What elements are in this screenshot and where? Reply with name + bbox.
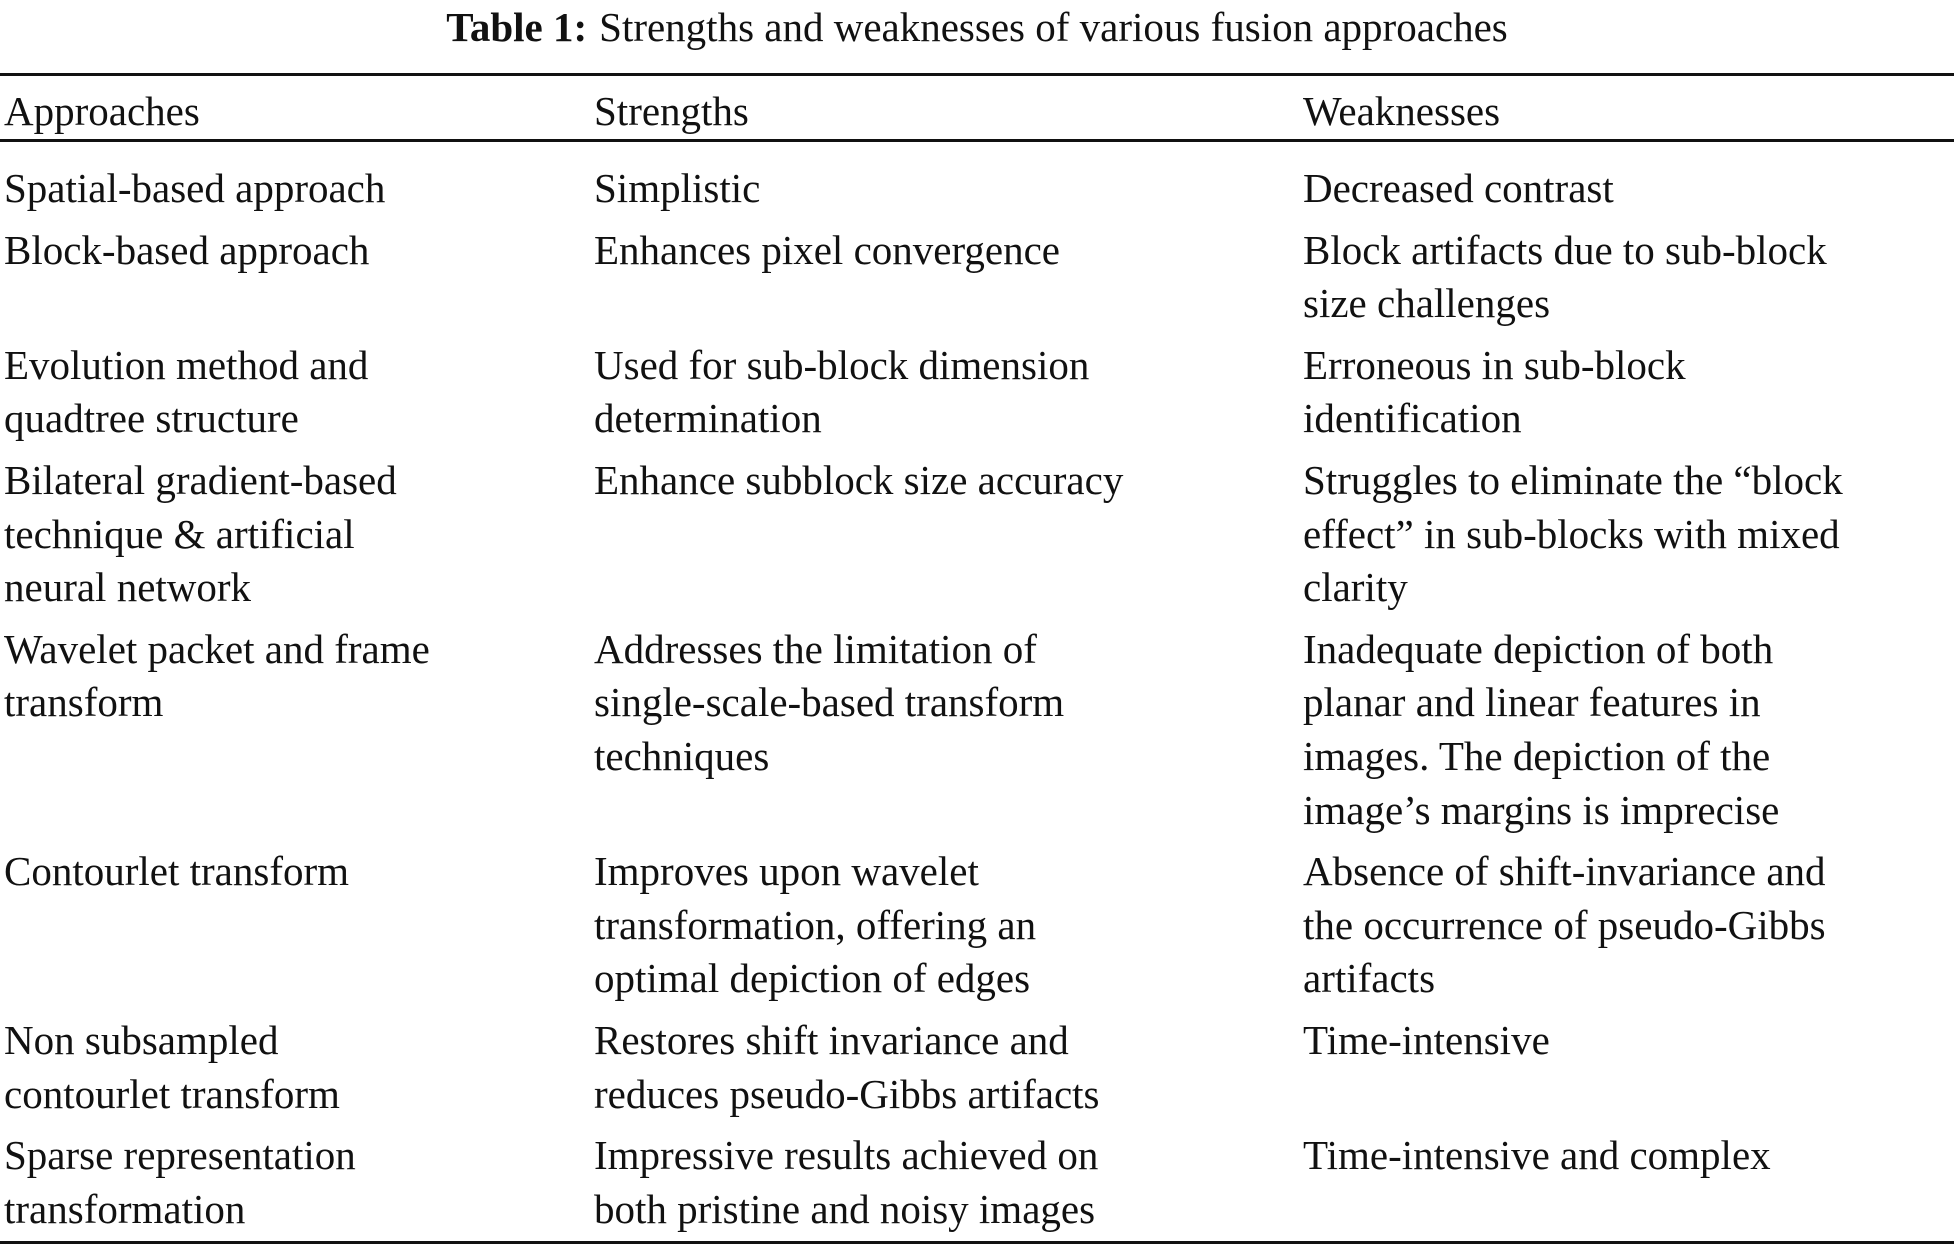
table-caption-text: Strengths and weaknesses of various fusion approaches: [599, 4, 1508, 50]
cell-line: transformation, offering an: [594, 901, 1037, 948]
strength-cell: [594, 339, 1089, 446]
header-approaches: Approaches: [4, 88, 200, 134]
cell-line: the occurrence of pseudo-Gibbs: [1303, 901, 1826, 948]
cell-line: Decreased contrast: [1303, 165, 1614, 211]
bottom-rule: [0, 1241, 1954, 1244]
cell-line: image’s margins is imprecise: [1303, 786, 1780, 833]
cell-line: size challenges: [1303, 280, 1551, 327]
weakness-cell: [1303, 162, 1614, 216]
cell-line: Enhance subblock size accuracy: [594, 457, 1124, 503]
cell-line: both pristine and noisy images: [594, 1185, 1096, 1232]
strength-cell: [594, 224, 1060, 278]
strength-cell: [594, 454, 1123, 508]
cell-line: artifacts: [1303, 955, 1436, 1002]
cell-line: neural network: [4, 564, 252, 611]
cell-line: single-scale-based transform: [594, 679, 1065, 726]
cell-line: Evolution method and: [4, 341, 369, 388]
approach-cell: [4, 454, 397, 615]
weakness-cell: [1303, 224, 1827, 331]
cell-line: Restores shift invariance and: [594, 1017, 1069, 1063]
cell-line: Wavelet packet and frame: [4, 625, 430, 672]
cell-line: Struggles to eliminate the “block: [1303, 457, 1843, 503]
cell-line: Addresses the limitation of: [594, 625, 1037, 672]
weakness-cell: [1303, 339, 1686, 446]
table-label: Table 1:: [446, 4, 588, 50]
cell-line: contourlet transform: [4, 1070, 340, 1117]
cell-line: techniques: [594, 732, 770, 779]
cell-line: Erroneous in sub-block: [1303, 341, 1686, 388]
cell-line: identification: [1303, 395, 1522, 442]
cell-line: quadtree structure: [4, 395, 299, 442]
weakness-cell: [1303, 454, 1843, 615]
cell-line: effect” in sub-blocks with mixed: [1303, 510, 1840, 557]
strength-cell: [594, 623, 1064, 784]
header-strengths: Strengths: [594, 88, 749, 134]
cell-line: Inadequate depiction of both: [1303, 625, 1774, 672]
header-rule: [0, 139, 1954, 142]
cell-line: transform: [4, 679, 164, 726]
cell-line: Non subsampled: [4, 1017, 279, 1063]
approach-cell: [4, 1129, 356, 1236]
top-rule: [0, 73, 1954, 76]
cell-line: Sparse representation: [4, 1132, 356, 1179]
cell-line: Improves upon wavelet: [594, 848, 979, 895]
weakness-cell: [1303, 1014, 1550, 1068]
approach-cell: [4, 339, 368, 446]
cell-line: reduces pseudo-Gibbs artifacts: [594, 1070, 1100, 1117]
weakness-cell: [1303, 845, 1826, 1006]
approach-cell: [4, 623, 430, 730]
cell-line: Block artifacts due to sub-block: [1303, 226, 1827, 273]
header-weaknesses: Weaknesses: [1303, 88, 1501, 134]
cell-line: Spatial-based approach: [4, 165, 386, 211]
cell-line: images. The depiction of the: [1303, 732, 1771, 779]
cell-line: Absence of shift-invariance and: [1303, 848, 1826, 895]
cell-line: Enhances pixel convergence: [594, 226, 1060, 273]
approach-cell: [4, 1014, 340, 1121]
table-caption: [0, 2, 1954, 52]
weakness-cell: [1303, 1129, 1771, 1183]
cell-line: technique & artificial: [4, 510, 355, 557]
approach-cell: [4, 845, 349, 899]
cell-line: optimal depiction of edges: [594, 955, 1031, 1002]
cell-line: Time-intensive and complex: [1303, 1132, 1771, 1179]
cell-line: determination: [594, 395, 822, 442]
cell-line: Simplistic: [594, 165, 761, 211]
cell-line: Block-based approach: [4, 226, 370, 273]
strength-cell: [594, 1129, 1098, 1236]
approach-cell: [4, 162, 385, 216]
strength-cell: [594, 162, 760, 216]
cell-line: Bilateral gradient-based: [4, 457, 397, 503]
cell-line: Used for sub-block dimension: [594, 341, 1090, 388]
cell-line: Contourlet transform: [4, 848, 350, 895]
cell-line: clarity: [1303, 564, 1408, 611]
cell-line: transformation: [4, 1185, 246, 1232]
weakness-cell: [1303, 623, 1779, 837]
strength-cell: [594, 845, 1036, 1006]
strength-cell: [594, 1014, 1100, 1121]
cell-line: planar and linear features in: [1303, 679, 1761, 726]
cell-line: Time-intensive: [1303, 1017, 1550, 1063]
cell-line: Impressive results achieved on: [594, 1132, 1099, 1179]
approach-cell: [4, 224, 369, 278]
